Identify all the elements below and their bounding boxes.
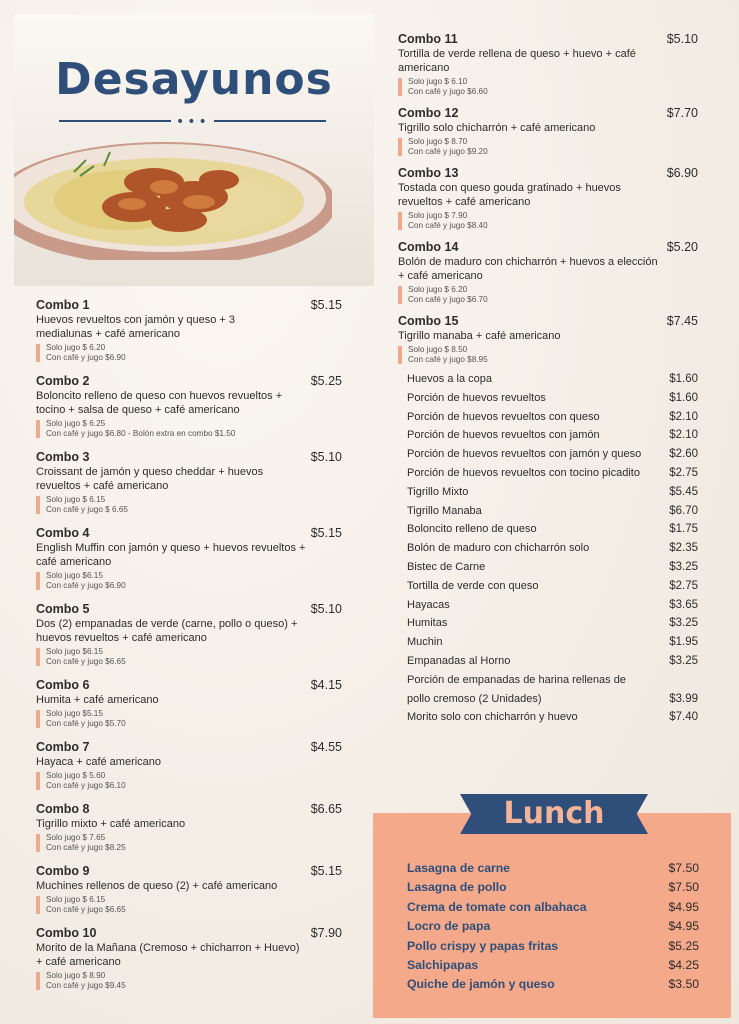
item-price: $1.95 [669, 636, 698, 649]
combo-description: Tigrillo manaba + café americano [398, 330, 561, 342]
combo-item [36, 802, 342, 853]
combo-description: Tostada con queso gouda gratinado + huevos revueltos + café americano [398, 182, 621, 208]
combo-item [36, 602, 342, 667]
lunch-item-price: $5.25 [668, 938, 699, 953]
combo-item [36, 298, 342, 363]
a-la-carte-list [398, 370, 698, 727]
combo-description: English Muffin con jamón y queso + huevos revueltos + café americano [36, 542, 306, 568]
combo-note: Con café y jugo $5.70 [46, 719, 126, 728]
combo-description: Bolón de maduro con chicharrón + huevos a elección + café americano [398, 256, 658, 282]
item-price: $3.25 [669, 617, 698, 630]
combo-note: Solo jugo $6.15 [46, 571, 103, 580]
item-name: Boloncito relleno de queso [407, 523, 537, 536]
combo-notes [36, 571, 342, 591]
combo-name: Combo 3 [36, 450, 90, 464]
menu-item [398, 408, 698, 427]
item-price: $2.75 [669, 579, 698, 592]
item-name: Tortilla de verde con queso [407, 579, 539, 592]
item-name: Tigrillo Mixto [407, 485, 469, 498]
menu-item [398, 520, 698, 539]
combo-price: $5.10 [666, 32, 698, 46]
combo-name: Combo 7 [36, 740, 90, 754]
combo-note: Con café y jugo $8.40 [408, 221, 488, 230]
combo-price: $4.15 [310, 678, 342, 692]
lunch-list [407, 859, 699, 995]
combo-price: $5.15 [310, 864, 342, 878]
menu-item [398, 445, 698, 464]
combo-description: Morito de la Mañana (Cremoso + chicharron + Huevo) + café americano [36, 942, 300, 968]
item-price: $1.60 [669, 373, 698, 385]
item-name: Porción de huevos revueltos con queso [407, 410, 600, 423]
combo-notes [36, 647, 342, 667]
item-name: Hayacas [407, 598, 450, 611]
combo-item [398, 32, 698, 97]
menu-item [398, 671, 698, 709]
combo-note: Solo jugo $ 8.50 [408, 345, 468, 354]
item-name: Tigrillo Manaba [407, 504, 482, 517]
item-name: Bolón de maduro con chicharrón solo [407, 542, 590, 555]
item-price: $2.35 [669, 542, 698, 555]
combo-item [398, 106, 698, 157]
combo-note: Solo jugo $ 7.65 [46, 833, 106, 842]
item-price: $2.75 [669, 466, 698, 479]
item-price: $6.70 [669, 504, 698, 517]
combo-price: $5.20 [666, 240, 698, 254]
lunch-item [407, 917, 699, 936]
combo-price: $5.25 [310, 374, 342, 388]
lunch-item-name: Lasagna de pollo [407, 880, 507, 895]
combo-name: Combo 11 [398, 32, 458, 46]
lunch-item-price: $3.50 [668, 977, 699, 992]
breakfast-bowl-icon [14, 142, 332, 260]
item-price: $3.25 [669, 560, 698, 573]
combo-note: Solo jugo $6.15 [46, 647, 103, 656]
lunch-item-price: $4.25 [668, 958, 699, 973]
combo-description: Dos (2) empanadas de verde (carne, pollo o queso) + huevos revueltos + café americano [36, 618, 298, 644]
combo-note: Solo jugo $ 6.15 [46, 495, 106, 504]
combo-note: Con café y jugo $6.65 [46, 905, 126, 914]
menu-item [398, 539, 698, 558]
combo-name: Combo 1 [36, 298, 90, 312]
combo-description: Croissant de jamón y queso cheddar + huevos revueltos + café americano [36, 466, 264, 492]
combo-note: Solo jugo $ 5.60 [46, 771, 106, 780]
combo-note: Solo jugo $ 8.70 [408, 137, 468, 146]
item-name: Porción de huevos revueltos con jamón [407, 429, 600, 442]
combo-description: Humita + café americano [36, 694, 159, 706]
combo-description: Muchines rellenos de queso (2) + café americano [36, 880, 278, 892]
menu-item [398, 708, 698, 727]
combo-note: Con café y jugo $6.60 [408, 87, 488, 96]
combo-note: Solo jugo $ 7.90 [408, 211, 468, 220]
combo-notes [398, 285, 698, 305]
menu-item [398, 652, 698, 671]
combo-note: Solo jugo $ 6.20 [46, 343, 106, 352]
combo-note: Solo jugo $ 8.90 [46, 971, 106, 980]
combo-note: Con café y jugo $6.65 [46, 657, 126, 666]
combo-description: Tigrillo solo chicharrón + café americano [398, 122, 596, 134]
title-rule-left [59, 120, 171, 122]
menu-item [398, 633, 698, 652]
combo-name: Combo 12 [398, 106, 459, 120]
combo-price: $5.10 [310, 602, 342, 616]
combo-item [36, 450, 342, 515]
combo-item [36, 926, 342, 991]
combo-description: Huevos revueltos con jamón y queso + 3 medialunas + café americano [36, 314, 236, 340]
combo-price: $5.10 [310, 450, 342, 464]
lunch-item [407, 898, 699, 917]
lunch-item [407, 878, 699, 897]
lunch-item-name: Locro de papa [407, 919, 491, 934]
menu-item [398, 389, 698, 408]
left-combo-list [36, 298, 342, 1002]
item-name: Muchin [407, 636, 443, 649]
combo-note: Con café y jugo $9.20 [408, 147, 488, 156]
combo-name: Combo 13 [398, 166, 459, 180]
combo-note: Con café y jugo $6.70 [408, 295, 488, 304]
combo-item [398, 240, 698, 305]
item-name: Morito solo con chicharrón y huevo [407, 711, 578, 724]
combo-note: Solo jugo $ 6.15 [46, 895, 106, 904]
combo-item [36, 864, 342, 915]
combo-notes [398, 137, 698, 157]
combo-item [398, 314, 698, 365]
combo-note: Con café y jugo $9.45 [46, 981, 126, 990]
item-price: $7.40 [669, 711, 698, 724]
item-price: $2.10 [669, 410, 698, 423]
combo-notes [36, 971, 342, 991]
combo-notes [398, 77, 698, 97]
hero-section [14, 14, 374, 286]
combo-item [36, 526, 342, 591]
combo-note: Solo jugo $5.15 [46, 709, 103, 718]
combo-name: Combo 5 [36, 602, 90, 616]
menu-item [398, 483, 698, 502]
combo-price: $5.15 [310, 298, 342, 312]
combo-note: Con café y jugo $ 6.65 [46, 505, 128, 514]
item-name: Porción de huevos revueltos con jamón y queso [407, 448, 642, 461]
combo-note: Con café y jugo $8.25 [46, 843, 126, 852]
lunch-item [407, 937, 699, 956]
combo-note: Con café y jugo $6.80 - Bolón extra en combo $1.50 [46, 429, 236, 438]
combo-item [398, 166, 698, 231]
lunch-item-price: $4.95 [668, 919, 699, 934]
menu-item [398, 614, 698, 633]
lunch-item [407, 859, 699, 878]
title-rule-right [214, 120, 326, 122]
combo-name: Combo 8 [36, 802, 90, 816]
combo-notes [36, 343, 342, 363]
item-price: $1.60 [669, 391, 698, 404]
lunch-item-name: Quiche de jamón y queso [407, 977, 555, 992]
item-name: Huevos a la copa [407, 373, 492, 385]
combo-notes [36, 709, 342, 729]
combo-notes [36, 495, 342, 515]
combo-note: Con café y jugo $6.90 [46, 353, 126, 362]
menu-item [398, 502, 698, 521]
lunch-item-price: $7.50 [668, 861, 699, 875]
item-price: $2.60 [669, 448, 698, 461]
combo-notes [36, 833, 342, 853]
item-name: Humitas [407, 617, 448, 630]
item-price: $3.65 [669, 598, 698, 611]
item-name: Porción de huevos revueltos con tocino picadito [407, 466, 640, 479]
combo-note: Solo jugo $ 6.10 [408, 77, 468, 86]
combo-note: Solo jugo $ 6.25 [46, 419, 106, 428]
page-title: Desayunos [55, 54, 333, 105]
combo-note: Con café y jugo $8.95 [408, 355, 488, 364]
combo-description: Tortilla de verde rellena de queso + huevo + café americano [398, 48, 636, 74]
combo-description: Boloncito relleno de queso con huevos revueltos + tocino + salsa de queso + café americano [36, 390, 283, 416]
item-price: $5.45 [669, 485, 698, 498]
combo-notes [398, 345, 698, 365]
combo-item [36, 374, 342, 439]
combo-item [36, 678, 342, 729]
combo-notes [398, 211, 698, 231]
lunch-item-name: Pollo crispy y papas fritas [407, 938, 559, 953]
combo-price: $7.90 [310, 926, 342, 940]
lunch-title: Lunch [503, 796, 605, 831]
lunch-item-name: Lasagna de carne [407, 861, 510, 875]
combo-notes [36, 771, 342, 791]
combo-name: Combo 15 [398, 314, 459, 328]
combo-price: $4.55 [310, 740, 342, 754]
combo-name: Combo 9 [36, 864, 90, 878]
menu-item [398, 426, 698, 445]
item-name: Porción de empanadas de harina rellenas de pollo cremoso (2 Unidades) [407, 673, 626, 705]
item-price: $1.75 [669, 523, 698, 536]
item-name: Empanadas al Horno [407, 654, 511, 667]
combo-note: Con café y jugo $6.90 [46, 581, 126, 590]
combo-price: $5.15 [310, 526, 342, 540]
combo-notes [36, 419, 342, 439]
item-price: $2.10 [669, 429, 698, 442]
combo-price: $6.90 [666, 166, 698, 180]
combo-item [36, 740, 342, 791]
menu-item [398, 370, 698, 389]
lunch-item-name: Crema de tomate con albahaca [407, 899, 587, 914]
combo-description: Tigrillo mixto + café americano [36, 818, 186, 830]
combo-name: Combo 6 [36, 678, 90, 692]
item-price: $3.99 [669, 692, 698, 705]
combo-notes [36, 895, 342, 915]
item-price: $3.25 [669, 654, 698, 667]
menu-item [398, 596, 698, 615]
lunch-item-price: $7.50 [668, 880, 699, 895]
combo-note: Solo jugo $ 6.20 [408, 285, 468, 294]
lunch-item-name: Salchipapas [407, 958, 479, 973]
combo-price: $7.45 [666, 314, 698, 328]
item-name: Porción de huevos revueltos [407, 391, 546, 404]
combo-name: Combo 2 [36, 374, 90, 388]
lunch-item-price: $4.95 [668, 899, 699, 914]
title-dots: ••• [176, 114, 210, 130]
combo-name: Combo 4 [36, 526, 90, 540]
right-combo-list [398, 32, 698, 374]
combo-name: Combo 10 [36, 926, 97, 940]
lunch-item [407, 956, 699, 975]
combo-price: $7.70 [666, 106, 698, 120]
menu-item [398, 558, 698, 577]
lunch-item [407, 975, 699, 994]
combo-description: Hayaca + café americano [36, 756, 162, 768]
combo-price: $6.65 [310, 802, 342, 816]
menu-item [398, 464, 698, 483]
item-name: Bistec de Carne [407, 560, 486, 573]
combo-note: Con café y jugo $6.10 [46, 781, 126, 790]
combo-name: Combo 14 [398, 240, 459, 254]
menu-item [398, 577, 698, 596]
